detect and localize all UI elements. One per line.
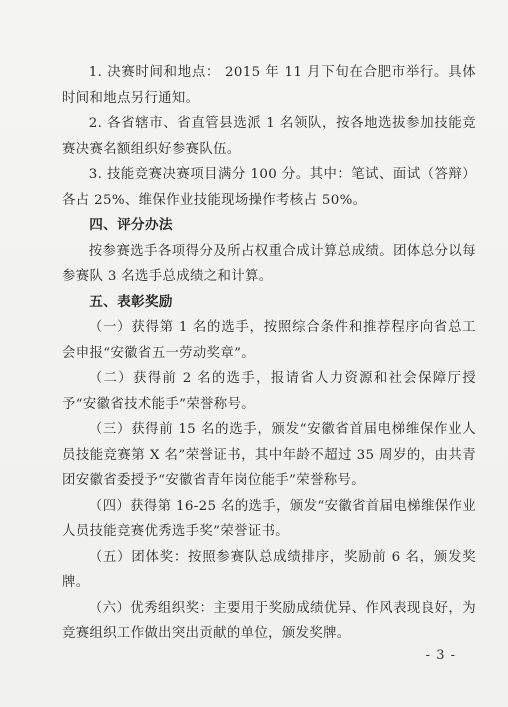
paragraph-decision-time: 1. 决赛时间和地点： 2015 年 11 月下旬在合肥市举行。具体时间和地点另行通知。 [62,65,476,106]
page-number: - 3 - [425,648,456,663]
document-body [62,60,476,647]
section-heading-scoring: 四、评分办法 [89,217,173,233]
section-heading-awards: 五、表彰奖励 [89,293,173,310]
paragraph-team-leader: 2. 各省辖市、省直管县选派 1 名领队，按各地选拔参加技能竞赛决赛名额组织好参赛队伍。 [62,116,476,157]
paragraph-award-5: （五）团体奖：按照参赛队总成绩排序，奖励前 6 名，颁发奖牌。 [62,549,476,590]
paragraph-scoring-method: 按参赛选手各项得分及所占权重合成计算总成绩。团体总分以每参赛队 3 名选手总成绩之和计算。 [62,243,476,284]
paragraph-award-1: （一）获得第 1 名的选手，按照综合条件和推荐程序向省总工会申报“安徽省五一劳动奖章”。 [62,320,476,361]
paragraph-award-2: （二）获得前 2 名的选手，报请省人力资源和社会保障厅授予“安徽省技术能手”荣誉称号。 [62,371,476,412]
paragraph-award-6: （六）优秀组织奖：主要用于奖励成绩优异、作风表现良好，为竞赛组织工作做出突出贡献的单位，颁发奖牌。 [62,600,476,641]
paragraph-award-4: （四）获得第 16-25 名的选手，颁发“安徽省首届电梯维保作业人员技能竞赛优秀选手奖”荣誉证书。 [62,498,476,539]
paragraph-award-3: （三）获得前 15 名的选手，颁发“安徽省首届电梯维保作业人员技能竞赛第 X 名”荣誉证书，其中年龄不超过 35 周岁的，由共青团安徽省委授予“安徽省青年岗位能手”荣誉称号。 [62,422,476,488]
paragraph-score-composition: 3. 技能竞赛决赛项目满分 100 分。其中：笔试、面试（答辩）各占 25%、维保作业技能现场操作考核占 50%。 [62,167,476,208]
